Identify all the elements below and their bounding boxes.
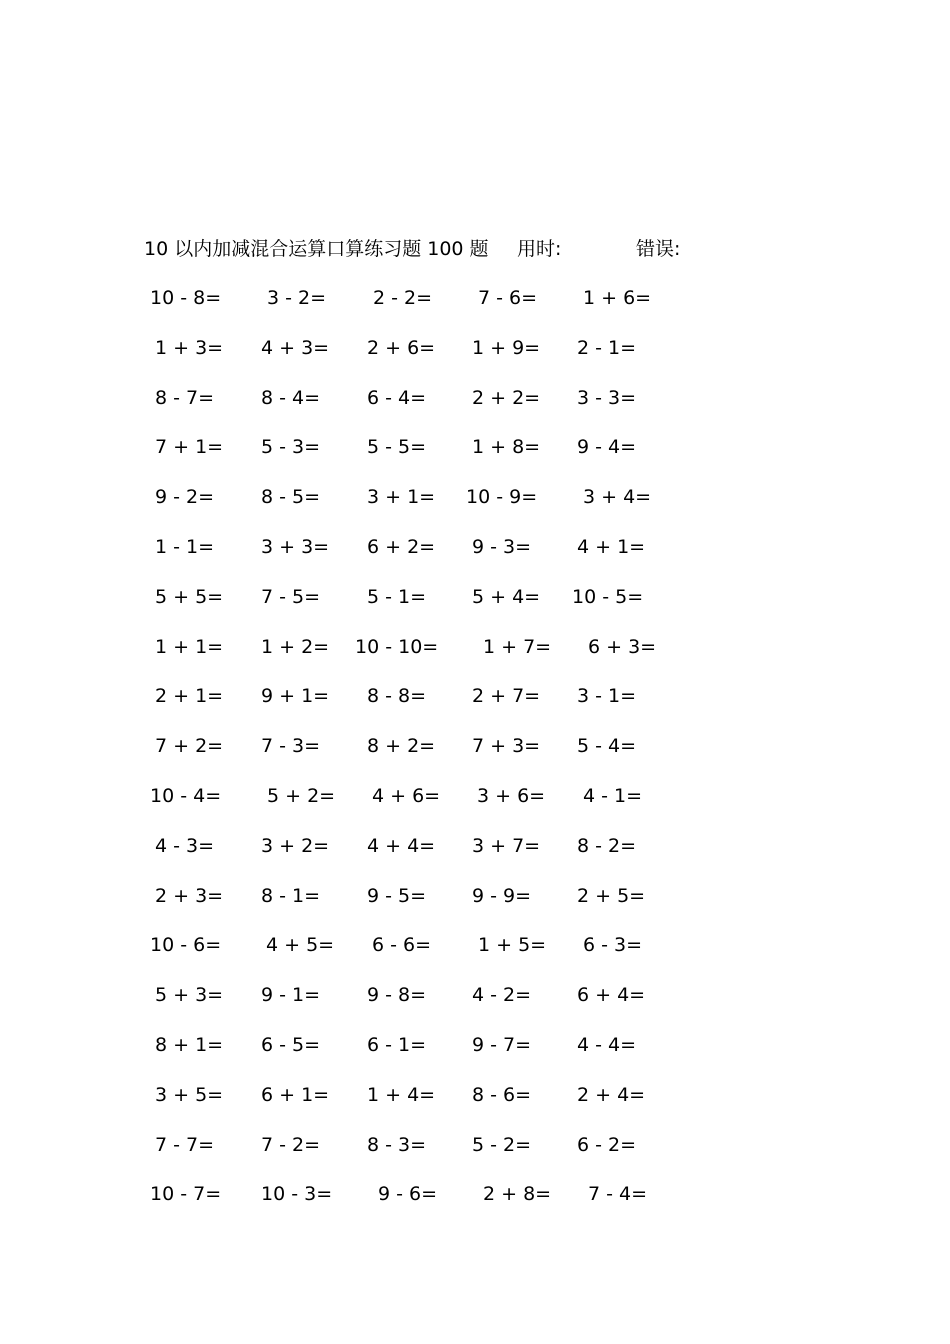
arithmetic-problem: 2 + 7= [472, 685, 541, 707]
arithmetic-problem: 2 + 2= [472, 387, 541, 409]
time-used-label: 用时: [517, 238, 562, 260]
arithmetic-problem: 7 + 1= [155, 436, 224, 458]
arithmetic-problem: 7 - 3= [261, 735, 321, 757]
arithmetic-problem: 1 + 6= [583, 287, 652, 309]
arithmetic-problem: 10 - 10= [355, 636, 439, 658]
arithmetic-problem: 5 + 5= [155, 586, 224, 608]
arithmetic-problem: 1 + 8= [472, 436, 541, 458]
arithmetic-problem: 7 - 4= [588, 1183, 648, 1205]
arithmetic-problem: 2 - 2= [373, 287, 433, 309]
arithmetic-problem: 5 - 4= [577, 735, 637, 757]
arithmetic-problem: 5 - 5= [367, 436, 427, 458]
arithmetic-problem: 3 - 2= [267, 287, 327, 309]
arithmetic-problem: 2 + 3= [155, 885, 224, 907]
arithmetic-problem: 8 + 1= [155, 1034, 224, 1056]
arithmetic-problem: 9 - 1= [261, 984, 321, 1006]
arithmetic-problem: 2 + 1= [155, 685, 224, 707]
arithmetic-problem: 5 + 4= [472, 586, 541, 608]
arithmetic-problem: 7 + 3= [472, 735, 541, 757]
arithmetic-problem: 4 - 3= [155, 835, 215, 857]
arithmetic-problem: 6 - 2= [577, 1134, 637, 1156]
arithmetic-problem: 9 - 7= [472, 1034, 532, 1056]
arithmetic-problem: 8 - 4= [261, 387, 321, 409]
arithmetic-problem: 4 + 5= [266, 934, 335, 956]
arithmetic-problem: 10 - 5= [572, 586, 644, 608]
arithmetic-problem: 5 + 2= [267, 785, 336, 807]
arithmetic-problem: 6 - 6= [372, 934, 432, 956]
arithmetic-problem: 6 + 1= [261, 1084, 330, 1106]
arithmetic-problem: 3 + 5= [155, 1084, 224, 1106]
arithmetic-problem: 6 + 4= [577, 984, 646, 1006]
arithmetic-problem: 8 + 2= [367, 735, 436, 757]
arithmetic-problem: 7 + 2= [155, 735, 224, 757]
arithmetic-problem: 3 + 3= [261, 536, 330, 558]
arithmetic-problem: 5 - 2= [472, 1134, 532, 1156]
arithmetic-problem: 9 - 6= [378, 1183, 438, 1205]
arithmetic-problem: 3 - 3= [577, 387, 637, 409]
arithmetic-problem: 4 + 3= [261, 337, 330, 359]
arithmetic-problem: 3 + 2= [261, 835, 330, 857]
arithmetic-problem: 4 - 2= [472, 984, 532, 1006]
arithmetic-problem: 3 + 6= [477, 785, 546, 807]
arithmetic-problem: 3 + 1= [367, 486, 436, 508]
arithmetic-problem: 1 - 1= [155, 536, 215, 558]
arithmetic-problem: 1 + 7= [483, 636, 552, 658]
arithmetic-problem: 10 - 9= [466, 486, 538, 508]
arithmetic-problem: 10 - 8= [150, 287, 222, 309]
arithmetic-problem: 1 + 3= [155, 337, 224, 359]
arithmetic-problem: 4 + 6= [372, 785, 441, 807]
arithmetic-problem: 4 + 4= [367, 835, 436, 857]
arithmetic-problem: 3 + 4= [583, 486, 652, 508]
arithmetic-problem: 10 - 3= [261, 1183, 333, 1205]
arithmetic-problem: 6 - 3= [583, 934, 643, 956]
arithmetic-problem: 8 - 3= [367, 1134, 427, 1156]
arithmetic-problem: 4 - 4= [577, 1034, 637, 1056]
arithmetic-problem: 1 + 1= [155, 636, 224, 658]
arithmetic-problem: 7 - 7= [155, 1134, 215, 1156]
arithmetic-problem: 1 + 4= [367, 1084, 436, 1106]
arithmetic-problem: 5 - 1= [367, 586, 427, 608]
arithmetic-problem: 9 - 4= [577, 436, 637, 458]
arithmetic-problem: 4 - 1= [583, 785, 643, 807]
arithmetic-problem: 5 + 3= [155, 984, 224, 1006]
arithmetic-problem: 7 - 5= [261, 586, 321, 608]
arithmetic-problem: 8 - 2= [577, 835, 637, 857]
arithmetic-problem: 9 - 9= [472, 885, 532, 907]
arithmetic-problem: 8 - 6= [472, 1084, 532, 1106]
arithmetic-problem: 10 - 4= [150, 785, 222, 807]
arithmetic-problem: 1 + 5= [478, 934, 547, 956]
arithmetic-problem: 6 - 1= [367, 1034, 427, 1056]
arithmetic-problem: 8 - 8= [367, 685, 427, 707]
arithmetic-problem: 6 + 3= [588, 636, 657, 658]
arithmetic-problem: 4 + 1= [577, 536, 646, 558]
arithmetic-problem: 9 - 2= [155, 486, 215, 508]
arithmetic-problem: 6 - 5= [261, 1034, 321, 1056]
arithmetic-problem: 9 - 5= [367, 885, 427, 907]
worksheet-title: 10 以内加减混合运算口算练习题 100 题 [144, 238, 489, 260]
arithmetic-problem: 1 + 2= [261, 636, 330, 658]
arithmetic-problem: 9 - 8= [367, 984, 427, 1006]
arithmetic-problem: 8 - 5= [261, 486, 321, 508]
arithmetic-problem: 10 - 6= [150, 934, 222, 956]
arithmetic-problem: 6 - 4= [367, 387, 427, 409]
arithmetic-problem: 10 - 7= [150, 1183, 222, 1205]
arithmetic-problem: 6 + 2= [367, 536, 436, 558]
errors-label: 错误: [636, 238, 681, 260]
arithmetic-problem: 2 + 6= [367, 337, 436, 359]
arithmetic-problem: 2 + 8= [483, 1183, 552, 1205]
arithmetic-problem: 9 - 3= [472, 536, 532, 558]
arithmetic-problem: 8 - 1= [261, 885, 321, 907]
arithmetic-problem: 2 + 5= [577, 885, 646, 907]
arithmetic-problem: 7 - 6= [478, 287, 538, 309]
arithmetic-problem: 3 + 7= [472, 835, 541, 857]
arithmetic-problem: 5 - 3= [261, 436, 321, 458]
arithmetic-problem: 3 - 1= [577, 685, 637, 707]
arithmetic-problem: 7 - 2= [261, 1134, 321, 1156]
arithmetic-problem: 2 - 1= [577, 337, 637, 359]
arithmetic-problem: 9 + 1= [261, 685, 330, 707]
arithmetic-problem: 1 + 9= [472, 337, 541, 359]
arithmetic-problem: 2 + 4= [577, 1084, 646, 1106]
arithmetic-problem: 8 - 7= [155, 387, 215, 409]
